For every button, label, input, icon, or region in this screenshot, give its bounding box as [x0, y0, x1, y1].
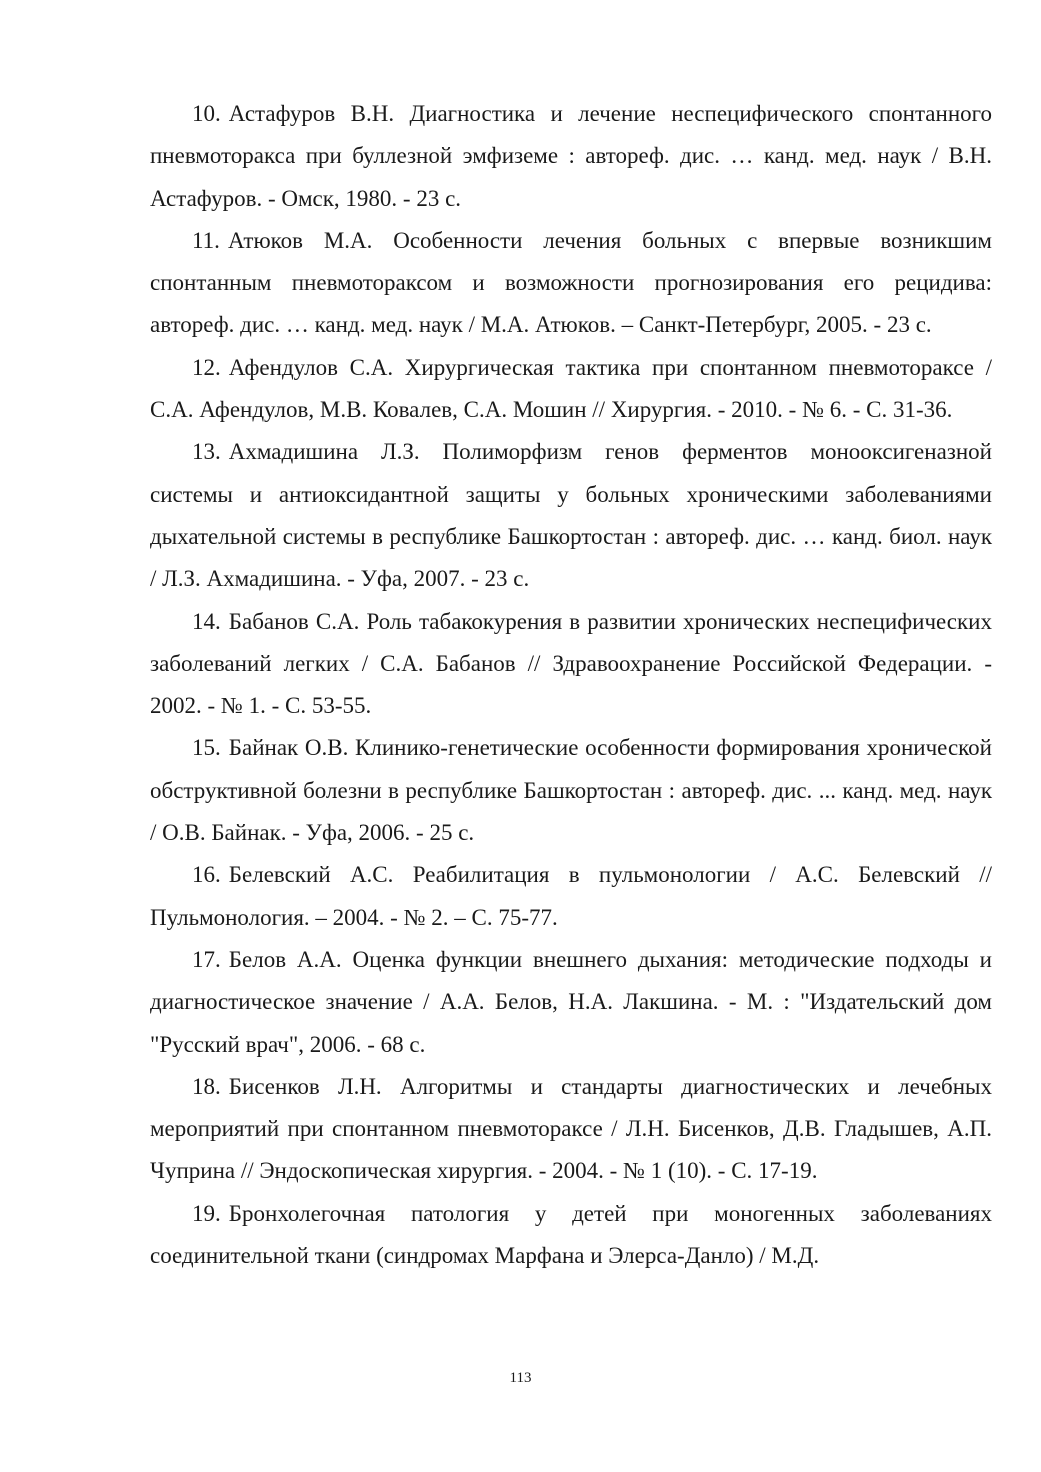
reference-entry: [150, 601, 992, 728]
reference-text: Астафуров В.Н. Диагностика и лечение неспецифического спонтанного пневмоторакса при буллезной эмфиземе : автореф. дис. … канд. мед. наук / В.Н. Астафуров. - Омск, 1980. - 23 с.: [150, 101, 992, 211]
reference-entry: [150, 1193, 992, 1278]
reference-text: Бисенков Л.Н. Алгоритмы и стандарты диагностических и лечебных мероприятий при спонтанном пневмотораксе / Л.Н. Бисенков, Д.В. Гладышев, А.П. Чуприна // Эндоскопическая хирургия. - 2004. - № 1 (10). - С. 17-19.: [150, 1073, 992, 1184]
reference-text: Афендулов С.А. Хирургическая тактика при спонтанном пневмотораксе / С.А. Афендулов, М.В. Ковалев, С.А. Мошин // Хирургия. - 2010. - № 6. - С. 31-36.: [150, 354, 992, 423]
reference-text: Атюков М.А. Особенности лечения больных с впервые возникшим спонтанным пневмотораксом и возможности прогнозирования его рецидива: автореф. дис. … канд. мед. наук / М.А. Атюков. – Санкт-Петербург, 2005. - 23 с.: [150, 227, 992, 338]
reference-text: Байнак О.В. Клинико-генетические особенности формирования хронической обструктивной болезни в республике Башкортостан : автореф. дис. ... канд. мед. наук / О.В. Байнак. - Уфа, 2006. - 25 с.: [150, 735, 992, 846]
reference-number: 15.: [192, 735, 221, 761]
page-number: 113: [509, 1370, 532, 1386]
reference-text: Белов А.А. Оценка функции внешнего дыхания: методические подходы и диагностическое значение / А.А. Белов, Н.А. Лакшина. - М. : "Издательский дом "Русский врач", 2006. - 68 с.: [150, 946, 992, 1057]
reference-text: Ахмадишина Л.З. Полиморфизм генов ферментов монооксигеназной системы и антиоксидантной защиты у больных хроническими заболеваниями дыхательной системы в республике Башкортостан : автореф. дис. … канд. биол. наук / Л.З. Ахмадишина. - Уфа, 2007. - 23 с.: [150, 439, 992, 592]
reference-text: Бабанов С.А. Роль табакокурения в развитии хронических неспецифических заболеваний легких / С.А. Бабанов // Здравоохранение Российской Федерации. - 2002. - № 1. - С. 53-55.: [150, 608, 992, 719]
reference-entry: [150, 347, 992, 432]
reference-entry: [150, 93, 992, 220]
reference-number: 13.: [192, 439, 221, 465]
reference-text: Белевский А.С. Реабилитация в пульмонологии / А.С. Белевский // Пульмонология. – 2004. - № 2. – С. 75-77.: [150, 862, 992, 930]
reference-entry: [150, 727, 992, 854]
reference-entry: [150, 431, 992, 600]
reference-number: 17.: [192, 946, 221, 972]
reference-number: 18.: [192, 1073, 221, 1099]
reference-number: 11.: [192, 227, 220, 253]
reference-number: 10.: [192, 101, 221, 126]
reference-number: 16.: [192, 862, 221, 888]
reference-entry: [150, 1066, 992, 1193]
reference-number: 14.: [192, 608, 221, 634]
reference-text: Бронхолегочная патология у детей при моногенных заболеваниях соединительной ткани (синдромах Марфана и Элерса-Данло) / М.Д.: [150, 1200, 992, 1269]
reference-list: [150, 93, 992, 1277]
reference-number: 19.: [192, 1200, 221, 1226]
reference-entry: [150, 220, 992, 347]
reference-number: 12.: [192, 354, 221, 380]
reference-entry: [150, 939, 992, 1066]
reference-entry: [150, 854, 992, 939]
